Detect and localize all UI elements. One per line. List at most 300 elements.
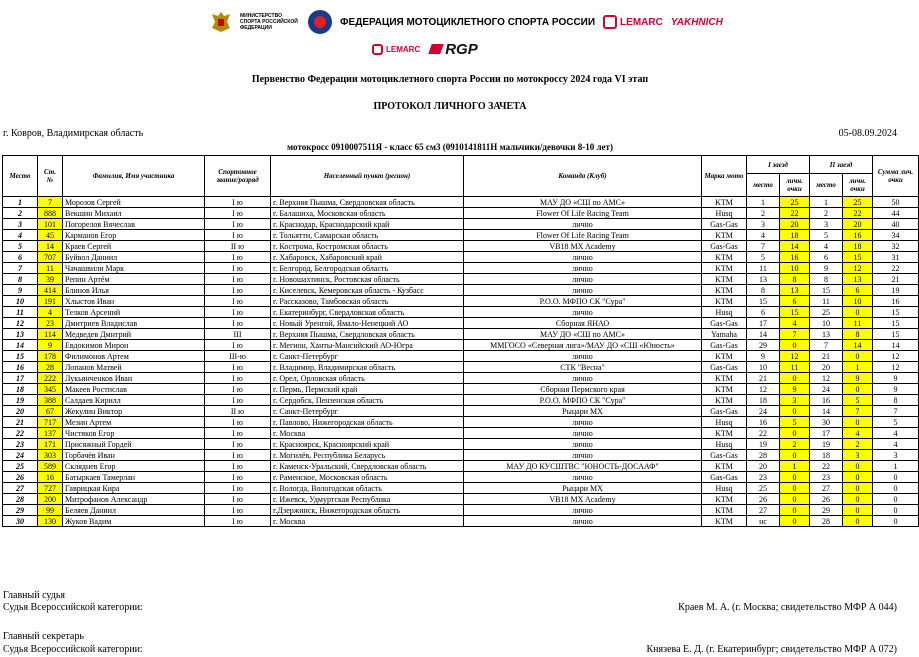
- race2-points-cell: 0: [843, 417, 873, 428]
- start-number-cell: 717: [38, 417, 63, 428]
- team-cell: лично: [464, 472, 702, 483]
- race1-place-cell: 5: [747, 252, 780, 263]
- city-cell: г. Рассказово, Тамбовская область: [271, 296, 464, 307]
- city-cell: г. Екатеринбург, Свердловская область: [271, 307, 464, 318]
- team-cell: Flower Of Life Racing Team: [464, 208, 702, 219]
- race2-place-cell: 30: [810, 417, 843, 428]
- race1-place-cell: 12: [747, 384, 780, 395]
- total-points-cell: 0: [873, 483, 919, 494]
- rank-cell: I ю: [205, 263, 271, 274]
- total-points-cell: 4: [873, 439, 919, 450]
- race1-points-cell: 0: [780, 494, 810, 505]
- city-cell: г. Хабаровск, Хабаровский край: [271, 252, 464, 263]
- race1-place-cell: 28: [747, 450, 780, 461]
- race1-place-cell: 1: [747, 197, 780, 208]
- moto-cell: Gas-Gas: [702, 472, 747, 483]
- table-row: [3, 252, 919, 263]
- city-cell: г. Мегион, Ханты-Мансийский АО-Югра: [271, 340, 464, 351]
- rider-name-cell: Буйвол Даниил: [63, 252, 205, 263]
- race2-place-cell: 1: [810, 197, 843, 208]
- total-points-cell: 44: [873, 208, 919, 219]
- place-cell: 6: [3, 252, 38, 263]
- rider-name-cell: Беляев Даниил: [63, 505, 205, 516]
- team-cell: VB18 MX Academy: [464, 241, 702, 252]
- race2-points-cell: 12: [843, 263, 873, 274]
- header-sum: Сумма лич. очки: [873, 156, 919, 197]
- city-cell: г. Кострома, Костромская область: [271, 241, 464, 252]
- header-city: Населенный пункт (регион): [271, 156, 464, 197]
- moto-cell: Gas-Gas: [702, 340, 747, 351]
- team-cell: лично: [464, 439, 702, 450]
- race2-place-cell: 15: [810, 285, 843, 296]
- document-subtitle: ПРОТОКОЛ ЛИЧНОГО ЗАЧЕТА: [373, 101, 527, 112]
- city-cell: г. Орел, Орловская область: [271, 373, 464, 384]
- rider-name-cell: Скляднев Егор: [63, 461, 205, 472]
- rank-cell: I ю: [205, 340, 271, 351]
- race1-points-cell: 15: [780, 307, 810, 318]
- rider-name-cell: Чистяков Егор: [63, 428, 205, 439]
- race1-points-cell: 3: [780, 395, 810, 406]
- start-number-cell: 11: [38, 263, 63, 274]
- race1-points-cell: 0: [780, 483, 810, 494]
- moto-cell: Gas-Gas: [702, 406, 747, 417]
- city-cell: г. Верхняя Пышма, Свердловская область: [271, 197, 464, 208]
- place-cell: 24: [3, 450, 38, 461]
- race1-points-cell: 0: [780, 450, 810, 461]
- race2-points-cell: 2: [843, 439, 873, 450]
- table-row: [3, 296, 919, 307]
- race2-points-cell: 0: [843, 351, 873, 362]
- race1-points-cell: 20: [780, 219, 810, 230]
- total-points-cell: 7: [873, 406, 919, 417]
- rider-name-cell: Чачашвили Марк: [63, 263, 205, 274]
- total-points-cell: 0: [873, 505, 919, 516]
- race1-points-cell: 0: [780, 516, 810, 527]
- moto-cell: KTM: [702, 516, 747, 527]
- place-cell: 23: [3, 439, 38, 450]
- table-row: [3, 219, 919, 230]
- rank-cell: II ю: [205, 406, 271, 417]
- rider-name-cell: Жекулин Виктор: [63, 406, 205, 417]
- moto-cell: Gas-Gas: [702, 450, 747, 461]
- moto-cell: Gas-Gas: [702, 318, 747, 329]
- header-team: Команда (Клуб): [464, 156, 702, 197]
- total-points-cell: 21: [873, 274, 919, 285]
- place-cell: 28: [3, 494, 38, 505]
- moto-cell: KTM: [702, 494, 747, 505]
- team-cell: МАУ ДО «СШ по АМС»: [464, 197, 702, 208]
- rank-cell: I ю: [205, 230, 271, 241]
- race1-place-cell: 29: [747, 340, 780, 351]
- rank-cell: I ю: [205, 373, 271, 384]
- race2-points-cell: 16: [843, 230, 873, 241]
- race2-place-cell: 10: [810, 318, 843, 329]
- start-number-cell: 388: [38, 395, 63, 406]
- team-cell: лично: [464, 516, 702, 527]
- start-number-cell: 45: [38, 230, 63, 241]
- race2-place-cell: 8: [810, 274, 843, 285]
- rider-name-cell: Евдокимов Мирон: [63, 340, 205, 351]
- race1-place-cell: 2: [747, 208, 780, 219]
- rank-cell: III: [205, 329, 271, 340]
- team-cell: Рыцари МХ: [464, 483, 702, 494]
- team-cell: VB18 MX Academy: [464, 494, 702, 505]
- header-race2: II заезд: [810, 156, 873, 174]
- race1-place-cell: 6: [747, 307, 780, 318]
- start-number-cell: 23: [38, 318, 63, 329]
- moto-cell: KTM: [702, 296, 747, 307]
- table-row: [3, 384, 919, 395]
- total-points-cell: 0: [873, 494, 919, 505]
- header-rank: Спортивное звание/разряд: [205, 156, 271, 197]
- race1-points-cell: 0: [780, 472, 810, 483]
- race2-place-cell: 12: [810, 373, 843, 384]
- total-points-cell: 34: [873, 230, 919, 241]
- header-race1-pts: личн. очки: [780, 174, 810, 197]
- place-cell: 19: [3, 395, 38, 406]
- yakhnich-logo: YAKHNICH: [670, 16, 723, 28]
- race1-points-cell: 0: [780, 505, 810, 516]
- city-cell: г. Санкт-Петербург: [271, 351, 464, 362]
- city-cell: г. Могилёв, Республика Беларусь: [271, 450, 464, 461]
- results-body: [3, 197, 919, 527]
- start-number-cell: 222: [38, 373, 63, 384]
- race1-place-cell: 20: [747, 461, 780, 472]
- race1-place-cell: 22: [747, 428, 780, 439]
- table-row: [3, 428, 919, 439]
- race2-place-cell: 29: [810, 505, 843, 516]
- header-number: Ст. №: [38, 156, 63, 197]
- race1-place-cell: 27: [747, 505, 780, 516]
- race1-place-cell: 23: [747, 472, 780, 483]
- race2-points-cell: 22: [843, 208, 873, 219]
- place-cell: 21: [3, 417, 38, 428]
- race2-place-cell: 20: [810, 362, 843, 373]
- race1-points-cell: 10: [780, 263, 810, 274]
- place-cell: 22: [3, 428, 38, 439]
- team-cell: Р.О.О. МФПО СК "Сура": [464, 395, 702, 406]
- place-cell: 20: [3, 406, 38, 417]
- table-row: [3, 263, 919, 274]
- race2-points-cell: 20: [843, 219, 873, 230]
- race1-place-cell: 4: [747, 230, 780, 241]
- race1-points-cell: 8: [780, 274, 810, 285]
- race2-points-cell: 18: [843, 241, 873, 252]
- class-description: мотокросс 0910007511Я - класс 65 см3 (0910141811Н мальчики/девочки 8-10 лет): [287, 142, 613, 152]
- moto-cell: KTM: [702, 285, 747, 296]
- start-number-cell: 727: [38, 483, 63, 494]
- race1-points-cell: 5: [780, 417, 810, 428]
- race2-points-cell: 13: [843, 274, 873, 285]
- rider-name-cell: Гаврицкая Кира: [63, 483, 205, 494]
- rank-cell: I ю: [205, 461, 271, 472]
- team-cell: лично: [464, 285, 702, 296]
- race2-points-cell: 0: [843, 461, 873, 472]
- race1-place-cell: 8: [747, 285, 780, 296]
- table-row: [3, 373, 919, 384]
- race2-place-cell: 22: [810, 461, 843, 472]
- race2-points-cell: 0: [843, 483, 873, 494]
- race1-points-cell: 18: [780, 230, 810, 241]
- race1-points-cell: 14: [780, 241, 810, 252]
- race2-points-cell: 25: [843, 197, 873, 208]
- place-cell: 18: [3, 384, 38, 395]
- rank-cell: I ю: [205, 450, 271, 461]
- rgp-logo-text: RGP: [445, 40, 478, 58]
- total-points-cell: 9: [873, 384, 919, 395]
- rank-cell: I ю: [205, 439, 271, 450]
- moto-cell: KTM: [702, 230, 747, 241]
- race1-place-cell: 17: [747, 318, 780, 329]
- city-cell: г. Верхняя Пышма, Свердловская область: [271, 329, 464, 340]
- start-number-cell: 39: [38, 274, 63, 285]
- event-dates: 05-08.09.2024: [838, 128, 897, 139]
- race2-place-cell: 28: [810, 516, 843, 527]
- race2-points-cell: 6: [843, 285, 873, 296]
- start-number-cell: 888: [38, 208, 63, 219]
- rank-cell: I ю: [205, 472, 271, 483]
- table-row: [3, 406, 919, 417]
- table-row: [3, 439, 919, 450]
- race1-points-cell: 2: [780, 439, 810, 450]
- table-row: [3, 450, 919, 461]
- table-row: [3, 516, 919, 527]
- place-cell: 5: [3, 241, 38, 252]
- rider-name-cell: Телков Арсений: [63, 307, 205, 318]
- city-cell: г. Новый Уренгой, Ямало-Ненецкий АО: [271, 318, 464, 329]
- rider-name-cell: Дмитриев Владислав: [63, 318, 205, 329]
- place-cell: 15: [3, 351, 38, 362]
- race2-place-cell: 25: [810, 307, 843, 318]
- total-points-cell: 32: [873, 241, 919, 252]
- team-cell: Сборная Пермского края: [464, 384, 702, 395]
- total-points-cell: 16: [873, 296, 919, 307]
- total-points-cell: 14: [873, 340, 919, 351]
- city-cell: г. Москва: [271, 516, 464, 527]
- header-race1: I заезд: [747, 156, 810, 174]
- place-cell: 27: [3, 483, 38, 494]
- race2-place-cell: 19: [810, 439, 843, 450]
- race2-place-cell: 13: [810, 329, 843, 340]
- rgp-logo: [430, 41, 478, 58]
- table-row: [3, 274, 919, 285]
- place-cell: 1: [3, 197, 38, 208]
- city-cell: г. Красноярск, Красноярский край: [271, 439, 464, 450]
- city-cell: г. Раменское, Московская область: [271, 472, 464, 483]
- rank-cell: I ю: [205, 285, 271, 296]
- place-cell: 7: [3, 263, 38, 274]
- race2-place-cell: 17: [810, 428, 843, 439]
- moto-cell: KTM: [702, 263, 747, 274]
- city-cell: г. Санкт-Петербург: [271, 406, 464, 417]
- rider-name-cell: Присяжный Гордей: [63, 439, 205, 450]
- race1-place-cell: 15: [747, 296, 780, 307]
- table-row: [3, 307, 919, 318]
- table-row: [3, 230, 919, 241]
- rider-name-cell: Хлыстов Иван: [63, 296, 205, 307]
- race1-points-cell: 0: [780, 373, 810, 384]
- lemarc-logo-text: LEMARC: [386, 44, 421, 54]
- city-cell: г. Ижевск, Удмуртская Республика: [271, 494, 464, 505]
- city-cell: г. Новошахтинск, Ростовская область: [271, 274, 464, 285]
- header-moto: Марка мото: [702, 156, 747, 197]
- total-points-cell: 15: [873, 318, 919, 329]
- header-race2-pts: личн. очки: [843, 174, 873, 197]
- team-cell: лично: [464, 417, 702, 428]
- total-points-cell: 1: [873, 461, 919, 472]
- total-points-cell: 12: [873, 351, 919, 362]
- race2-points-cell: 11: [843, 318, 873, 329]
- moto-cell: KTM: [702, 274, 747, 285]
- table-row: [3, 472, 919, 483]
- start-number-cell: 130: [38, 516, 63, 527]
- total-points-cell: 0: [873, 516, 919, 527]
- race1-place-cell: 26: [747, 494, 780, 505]
- race2-place-cell: 3: [810, 219, 843, 230]
- city-cell: г. Москва: [271, 428, 464, 439]
- rider-name-cell: Краев Сергей: [63, 241, 205, 252]
- start-number-cell: 28: [38, 362, 63, 373]
- moto-cell: KTM: [702, 505, 747, 516]
- rgp-mark-icon: [428, 44, 444, 54]
- start-number-cell: 16: [38, 472, 63, 483]
- rank-cell: I ю: [205, 208, 271, 219]
- race2-points-cell: 1: [843, 362, 873, 373]
- rank-cell: I ю: [205, 362, 271, 373]
- header-race2-pos: место: [810, 174, 843, 197]
- race1-points-cell: 12: [780, 351, 810, 362]
- moto-cell: Husq: [702, 439, 747, 450]
- total-points-cell: 4: [873, 428, 919, 439]
- total-points-cell: 3: [873, 450, 919, 461]
- race1-place-cell: 14: [747, 329, 780, 340]
- start-number-cell: 14: [38, 241, 63, 252]
- lemarc-mark-icon: [372, 44, 383, 55]
- race1-points-cell: 0: [780, 428, 810, 439]
- rank-cell: I ю: [205, 494, 271, 505]
- table-row: [3, 318, 919, 329]
- race2-points-cell: 4: [843, 428, 873, 439]
- header-logos: [0, 8, 900, 60]
- race2-place-cell: 27: [810, 483, 843, 494]
- race1-points-cell: 6: [780, 296, 810, 307]
- total-points-cell: 5: [873, 417, 919, 428]
- race2-place-cell: 24: [810, 384, 843, 395]
- start-number-cell: 67: [38, 406, 63, 417]
- rank-cell: I ю: [205, 219, 271, 230]
- moto-cell: Husq: [702, 208, 747, 219]
- team-cell: Сборная ЯНАО: [464, 318, 702, 329]
- table-row: [3, 505, 919, 516]
- total-points-cell: 12: [873, 362, 919, 373]
- race2-place-cell: 6: [810, 252, 843, 263]
- race1-points-cell: 11: [780, 362, 810, 373]
- lemarc-logo-small: [372, 44, 420, 55]
- moto-cell: Husq: [702, 307, 747, 318]
- race1-points-cell: 25: [780, 197, 810, 208]
- start-number-cell: 171: [38, 439, 63, 450]
- race2-place-cell: 5: [810, 230, 843, 241]
- table-row: [3, 362, 919, 373]
- start-number-cell: 114: [38, 329, 63, 340]
- rider-name-cell: Салдаев Кирилл: [63, 395, 205, 406]
- race2-place-cell: 26: [810, 494, 843, 505]
- race2-place-cell: 14: [810, 406, 843, 417]
- rank-cell: II ю: [205, 241, 271, 252]
- moto-cell: KTM: [702, 461, 747, 472]
- moto-cell: KTM: [702, 384, 747, 395]
- rank-cell: I ю: [205, 252, 271, 263]
- race1-place-cell: 19: [747, 439, 780, 450]
- rank-cell: III-ю: [205, 351, 271, 362]
- race1-place-cell: 25: [747, 483, 780, 494]
- city-cell: г. Вологда, Вологодская область: [271, 483, 464, 494]
- place-cell: 26: [3, 472, 38, 483]
- race1-place-cell: 9: [747, 351, 780, 362]
- chief-secretary-category: Судья Всероссийской категории:: [3, 644, 143, 655]
- rider-name-cell: Карманов Егор: [63, 230, 205, 241]
- city-cell: г.Дзержинск, Нижегородская область: [271, 505, 464, 516]
- total-points-cell: 15: [873, 307, 919, 318]
- place-cell: 25: [3, 461, 38, 472]
- city-cell: г. Павлово, Нижегородская область: [271, 417, 464, 428]
- team-cell: лично: [464, 450, 702, 461]
- table-row: [3, 494, 919, 505]
- start-number-cell: 707: [38, 252, 63, 263]
- federation-seal-icon: [308, 10, 332, 34]
- race2-points-cell: 8: [843, 329, 873, 340]
- race2-points-cell: 7: [843, 406, 873, 417]
- rank-cell: I ю: [205, 384, 271, 395]
- team-cell: ММГОСО «Северная лига»/МАУ ДО «СШ «Юность»: [464, 340, 702, 351]
- table-row: [3, 417, 919, 428]
- place-cell: 9: [3, 285, 38, 296]
- start-number-cell: 303: [38, 450, 63, 461]
- place-cell: 3: [3, 219, 38, 230]
- race2-points-cell: 0: [843, 472, 873, 483]
- total-points-cell: 19: [873, 285, 919, 296]
- rank-cell: I ю: [205, 395, 271, 406]
- start-number-cell: 200: [38, 494, 63, 505]
- rank-cell: I ю: [205, 483, 271, 494]
- team-cell: МАУ ДО КУСШТВС "ЮНОСТЬ-ДОСААФ": [464, 461, 702, 472]
- rider-name-cell: Морозов Сергей: [63, 197, 205, 208]
- moto-cell: KTM: [702, 428, 747, 439]
- race1-points-cell: 1: [780, 461, 810, 472]
- total-points-cell: 40: [873, 219, 919, 230]
- race1-place-cell: 11: [747, 263, 780, 274]
- document-title: Первенство Федерации мотоциклетного спорта России по мотокроссу 2024 года VI этап: [251, 74, 649, 85]
- team-cell: лично: [464, 219, 702, 230]
- team-cell: лично: [464, 263, 702, 274]
- moto-cell: KTM: [702, 351, 747, 362]
- start-number-cell: 101: [38, 219, 63, 230]
- race2-place-cell: 18: [810, 450, 843, 461]
- rider-name-cell: Блинов Илья: [63, 285, 205, 296]
- race1-points-cell: 22: [780, 208, 810, 219]
- moto-cell: Gas-Gas: [702, 219, 747, 230]
- rider-name-cell: Погорелов Вячеслав: [63, 219, 205, 230]
- place-cell: 10: [3, 296, 38, 307]
- table-row: [3, 285, 919, 296]
- team-cell: лично: [464, 505, 702, 516]
- table-row: [3, 241, 919, 252]
- race2-place-cell: 4: [810, 241, 843, 252]
- chief-judge-title: Главный судья: [3, 590, 66, 601]
- team-cell: лично: [464, 252, 702, 263]
- start-number-cell: 191: [38, 296, 63, 307]
- race1-points-cell: 16: [780, 252, 810, 263]
